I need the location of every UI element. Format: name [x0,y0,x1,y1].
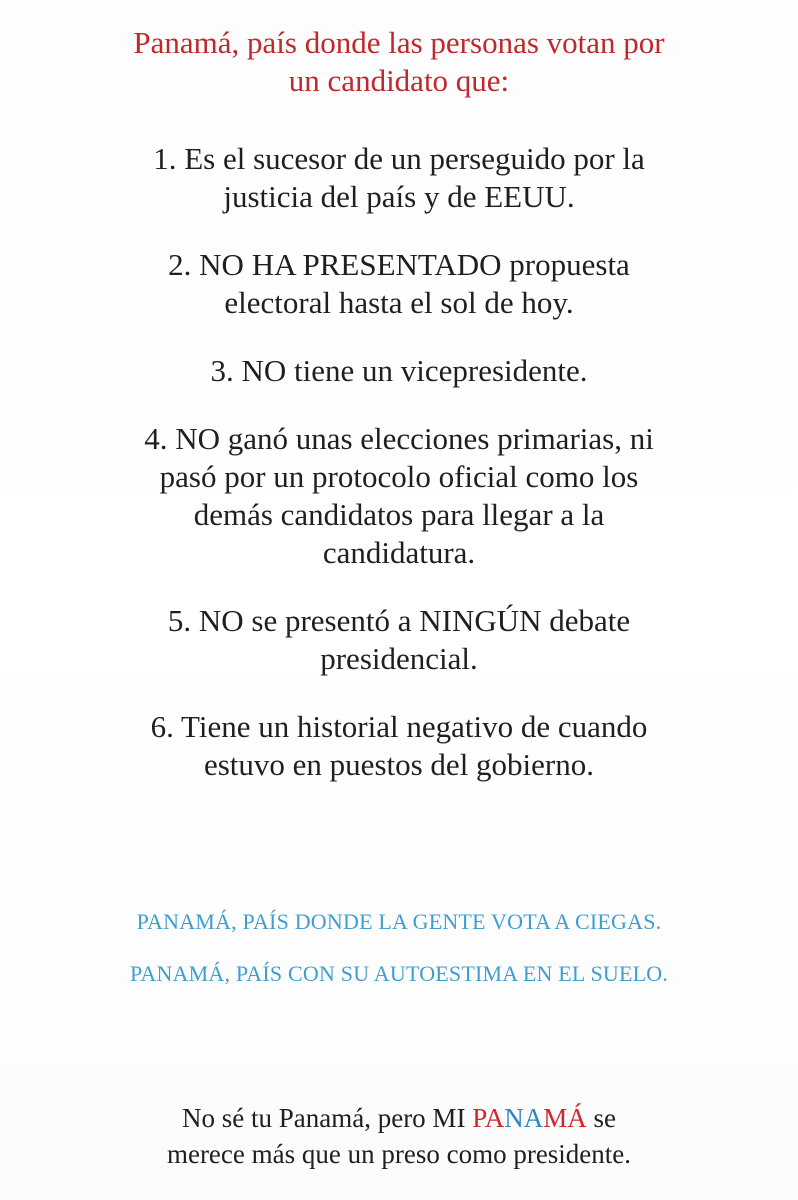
criteria-item-5 [40,602,758,678]
closing-line-1-end: se [586,1103,616,1133]
criteria-item-4-line-4: candidatura. [322,535,476,570]
criteria-item-4-line-2: pasó por un protocolo oficial como los [159,459,639,494]
criteria-list [40,140,758,814]
panama-accent-red-2: MÁ [543,1103,587,1133]
criteria-item-6 [40,708,758,784]
criteria-item-2-line-1: 2. NO HA PRESENTADO propuesta [168,247,630,282]
criteria-item-3-line-1: 3. NO tiene un vicepresidente. [210,353,588,388]
criteria-item-5-line-1: 5. NO se presentó a NINGÚN debate [167,603,631,638]
panama-accent-blue: NA [504,1103,544,1133]
heading-line-1: Panamá, país donde las personas votan por [133,25,665,60]
criteria-item-6-line-2: estuvo en puestos del gobierno. [203,747,594,782]
slogan-2: PANAMÁ, PAÍS CON SU AUTOESTIMA EN EL SUELO. [129,961,669,986]
criteria-item-2 [40,246,758,322]
closing-line-1 [30,1100,768,1136]
criteria-item-1 [40,140,758,216]
criteria-item-1-line-1: 1. Es el sucesor de un perseguido por la [153,141,645,176]
criteria-item-4-line-1: 4. NO ganó unas elecciones primarias, ni [144,421,654,456]
criteria-item-6-line-1: 6. Tiene un historial negativo de cuando [150,709,648,744]
criteria-item-3 [40,352,758,390]
criteria-item-5-line-2: presidencial. [320,641,478,676]
closing-line-1-start: No sé tu Panamá, pero MI [182,1103,473,1133]
heading-line-2: un candidato que: [288,63,510,98]
closing-line-2: merece más que un preso como presidente. [166,1139,632,1169]
criteria-item-4 [40,420,758,572]
slogan-1: PANAMÁ, PAÍS DONDE LA GENTE VOTA A CIEGAS. [136,909,662,934]
slogans [30,907,768,1011]
criteria-item-1-line-2: justicia del país y de EEUU. [223,179,575,214]
heading [40,24,758,100]
panama-accent-red-1: PA [472,1103,505,1133]
criteria-item-2-line-2: electoral hasta el sol de hoy. [224,285,574,320]
criteria-item-4-line-3: demás candidatos para llegar a la [193,497,605,532]
closing-statement [30,1100,768,1172]
